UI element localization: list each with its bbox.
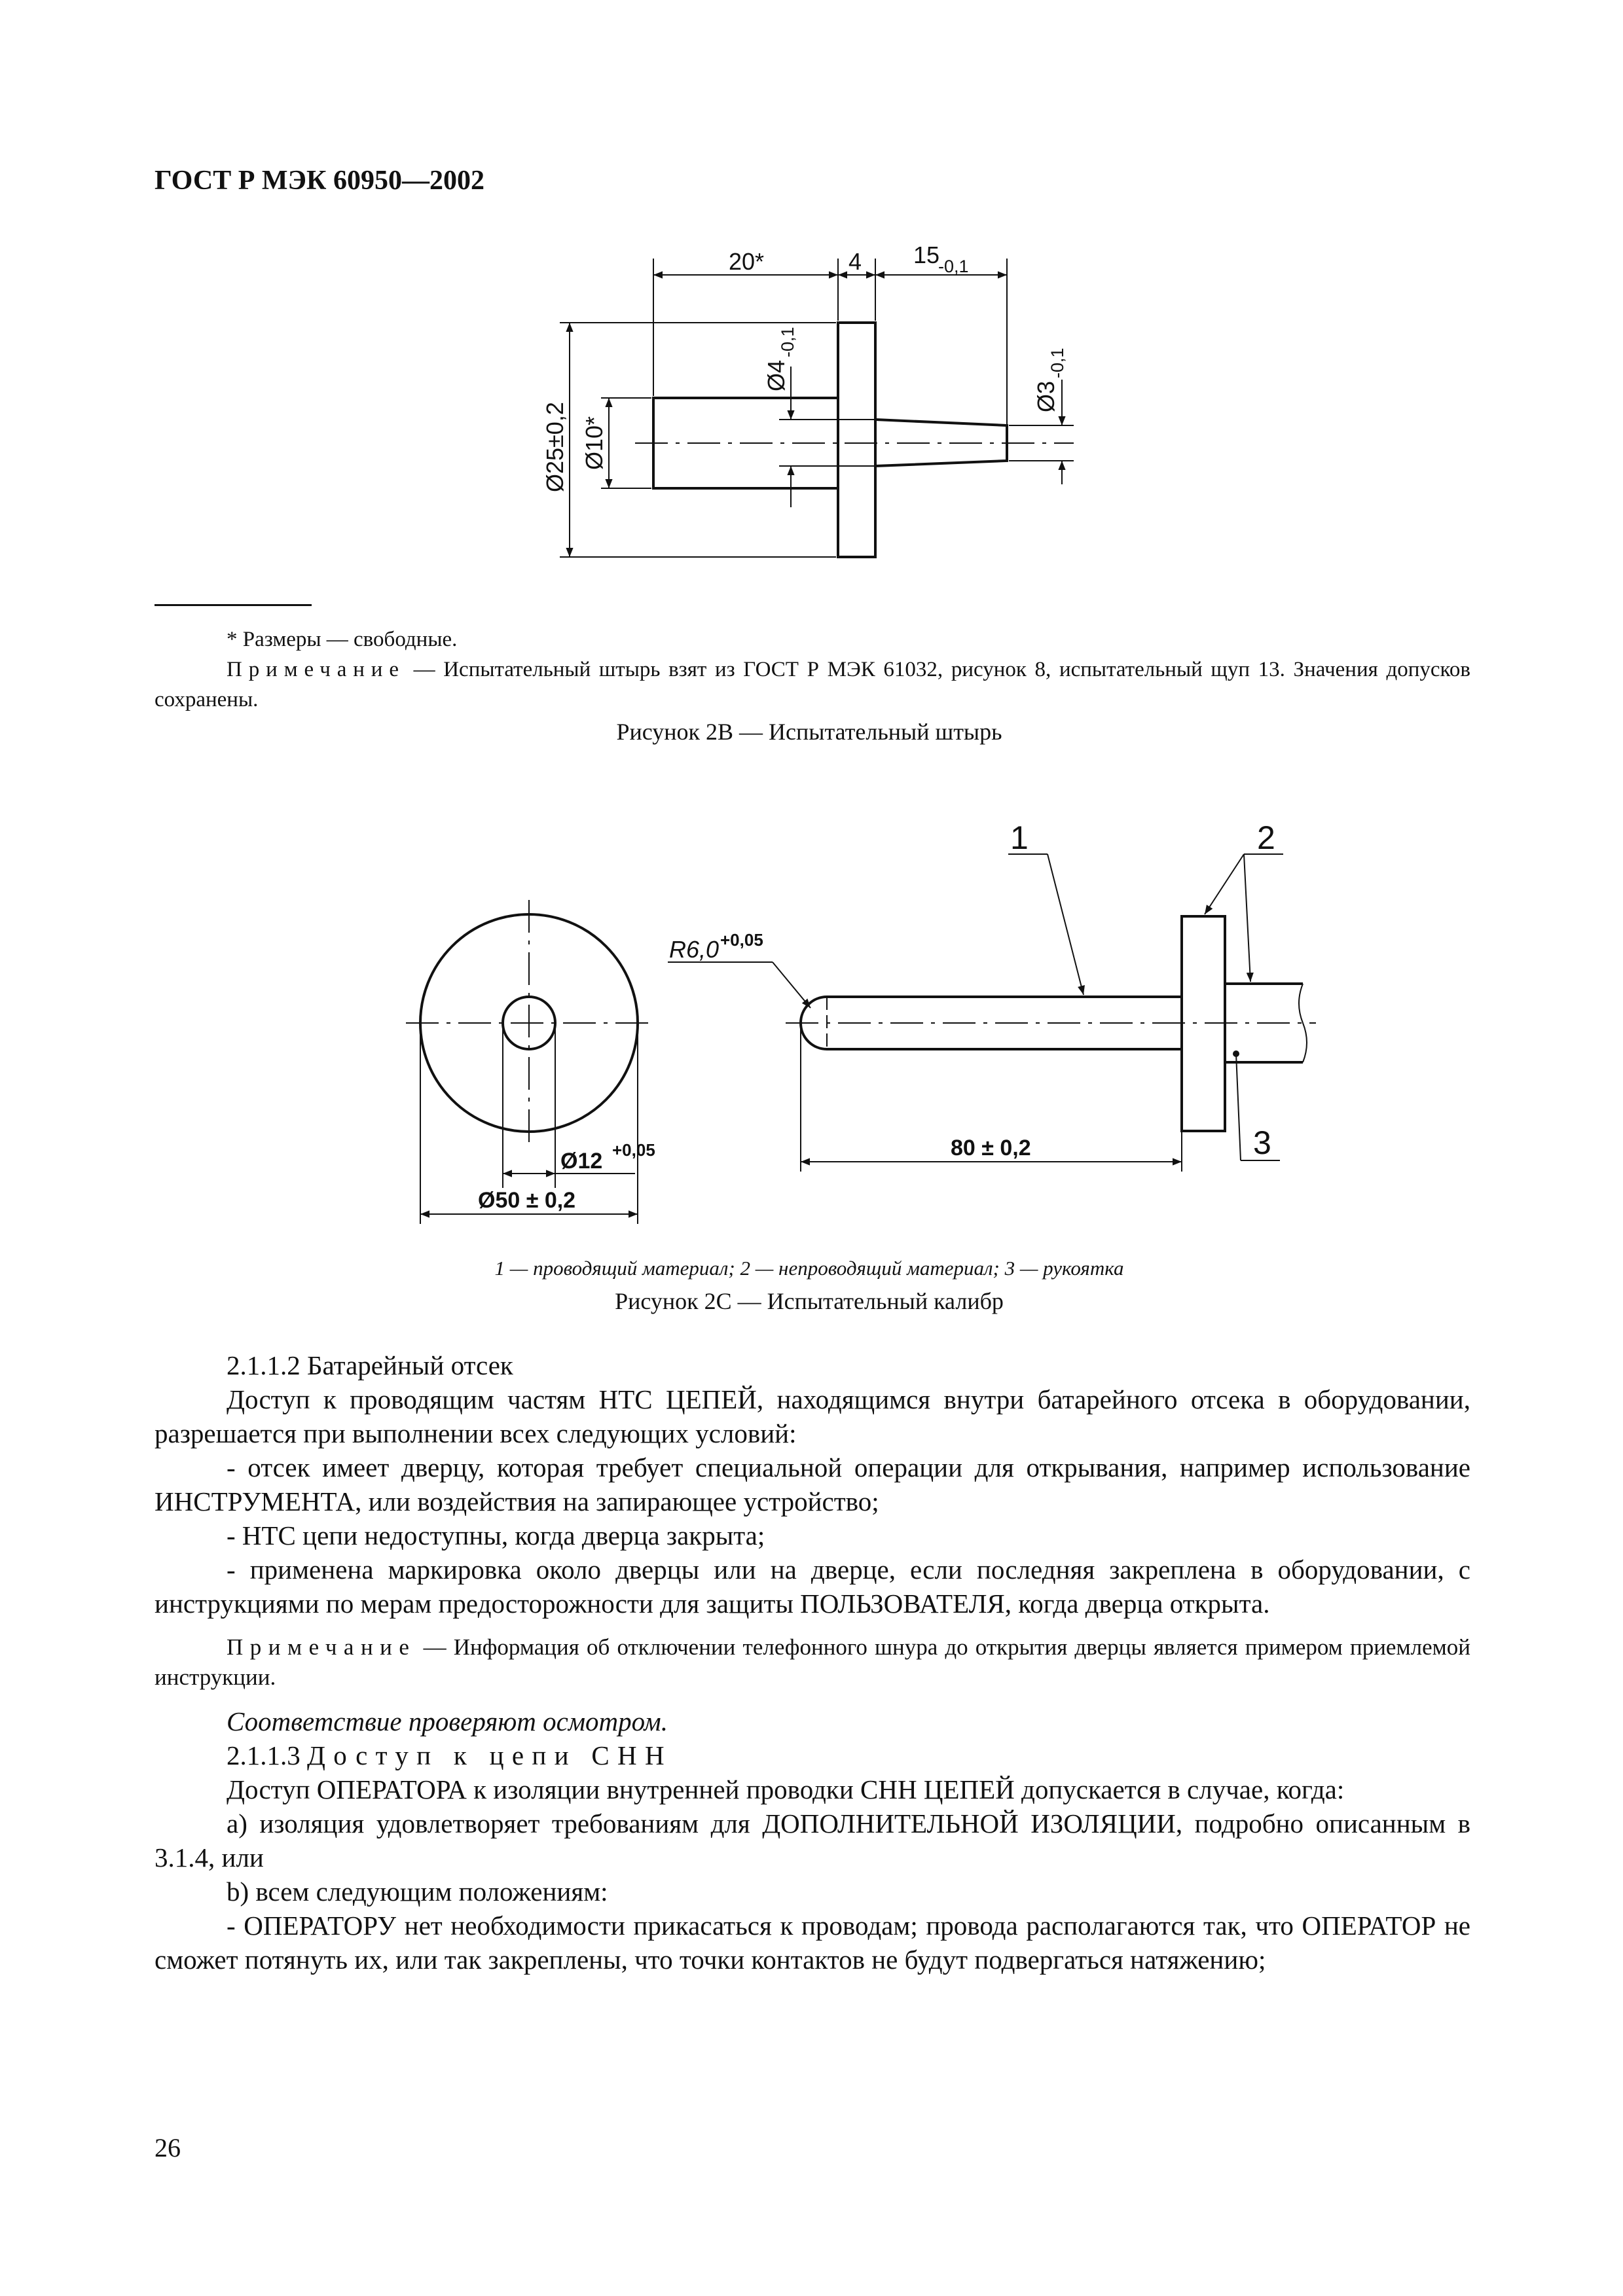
footnote-star: * Размеры — свободные. bbox=[227, 628, 458, 651]
gauge-front-view bbox=[406, 900, 651, 1224]
note-text: — Испытательный штырь взят из ГОСТ Р МЭК 61032, рисунок 8, испытательный щуп 13. Значения допусков сохранены. bbox=[155, 658, 1470, 711]
paragraph: - применена маркировка около дверцы или на дверце, если последняя закреплена в оборудовании, с инструкциями по мерам предосторожности для защиты ПОЛЬЗОВАТЕЛЯ, когда дверца открыта. bbox=[155, 1554, 1470, 1619]
paragraph: Доступ ОПЕРАТОРА к изоляции внутренней проводки СНН ЦЕПЕЙ допускается в случае, когда: bbox=[227, 1774, 1345, 1804]
body-text bbox=[155, 1348, 1470, 1977]
note-text: — Информация об отключении телефонного шнура до открытия дверцы является примером приемлемой инструкции. bbox=[155, 1634, 1470, 1690]
dim-15: 15 bbox=[913, 242, 940, 268]
dim-r6-tol: +0,05 bbox=[720, 930, 763, 950]
dim-r6: R6,0 bbox=[669, 936, 720, 963]
figure-2c-caption: Рисунок 2С — Испытательный калибр bbox=[615, 1288, 1004, 1314]
page-number: 26 bbox=[155, 2133, 181, 2162]
compliance-text: Соответствие проверяют осмотром. bbox=[227, 1706, 668, 1736]
label-3: 3 bbox=[1253, 1124, 1271, 1161]
paragraph: - отсек имеет дверцу, которая требует специальной операции для открывания, например использование ИНСТРУМЕНТА, или воздействия на запирающее устройство; bbox=[155, 1452, 1470, 1516]
note-2b bbox=[155, 655, 1470, 715]
dim-d4: Ø4 bbox=[763, 359, 790, 391]
section-2113-title bbox=[155, 1738, 1470, 1772]
label-2: 2 bbox=[1257, 819, 1275, 856]
figure-2c-legend: 1 — проводящий материал; 2 — непроводящий материал; 3 — рукоятка bbox=[494, 1257, 1124, 1280]
test-pin-drawing bbox=[560, 259, 1074, 557]
figure-2b-caption: Рисунок 2B — Испытательный штырь bbox=[616, 719, 1002, 745]
section-heading: Доступ к цепи СНН bbox=[307, 1740, 672, 1770]
dim-d3-tol: -0,1 bbox=[1048, 348, 1067, 378]
dim-20: 20* bbox=[729, 248, 765, 275]
paragraph: - НТС цепи недоступны, когда дверца закрыта; bbox=[227, 1520, 765, 1551]
dim-d10: Ø10* bbox=[581, 416, 608, 470]
document-header: ГОСТ Р МЭК 60950—2002 bbox=[155, 166, 484, 196]
dim-4: 4 bbox=[848, 248, 862, 275]
dim-80: 80 ± 0,2 bbox=[951, 1136, 1031, 1160]
dim-15-tol: -0,1 bbox=[938, 257, 969, 276]
gauge-side-view bbox=[668, 854, 1316, 1172]
dim-d25: Ø25±0,2 bbox=[541, 402, 568, 492]
section-2112-title: 2.1.1.2 Батарейный отсек bbox=[227, 1350, 513, 1380]
note-label: Примечание bbox=[227, 658, 405, 681]
dim-d3: Ø3 bbox=[1032, 380, 1059, 412]
dim-d50: Ø50 ± 0,2 bbox=[478, 1188, 576, 1213]
label-1: 1 bbox=[1010, 819, 1029, 856]
dim-d12-tol: +0,05 bbox=[612, 1140, 655, 1160]
dim-d4-tol: -0,1 bbox=[778, 327, 797, 357]
note-battery bbox=[155, 1632, 1470, 1693]
paragraph: Доступ к проводящим частям НТС ЦЕПЕЙ, находящимся внутри батарейного отсека в оборудовании, разрешается при выполнении всех следующих условий: bbox=[155, 1384, 1470, 1448]
section-number: 2.1.1.3 bbox=[227, 1740, 307, 1770]
paragraph: а) изоляция удовлетворяет требованиям для ДОПОЛНИТЕЛЬНОЙ ИЗОЛЯЦИИ, подробно описанным в 3.1.4, или bbox=[155, 1808, 1470, 1873]
footnote-rule bbox=[155, 604, 312, 606]
note-label: Примечание bbox=[227, 1634, 416, 1660]
paragraph: - ОПЕРАТОРУ нет необходимости прикасаться к проводам; провода располагаются так, что ОПЕРАТОР не сможет потянуть их, или так закреплены, что точки контактов не будут подвергаться натяжению; bbox=[155, 1910, 1470, 1975]
paragraph: b) всем следующим положениям: bbox=[227, 1876, 608, 1907]
dim-d12: Ø12 bbox=[560, 1149, 603, 1174]
